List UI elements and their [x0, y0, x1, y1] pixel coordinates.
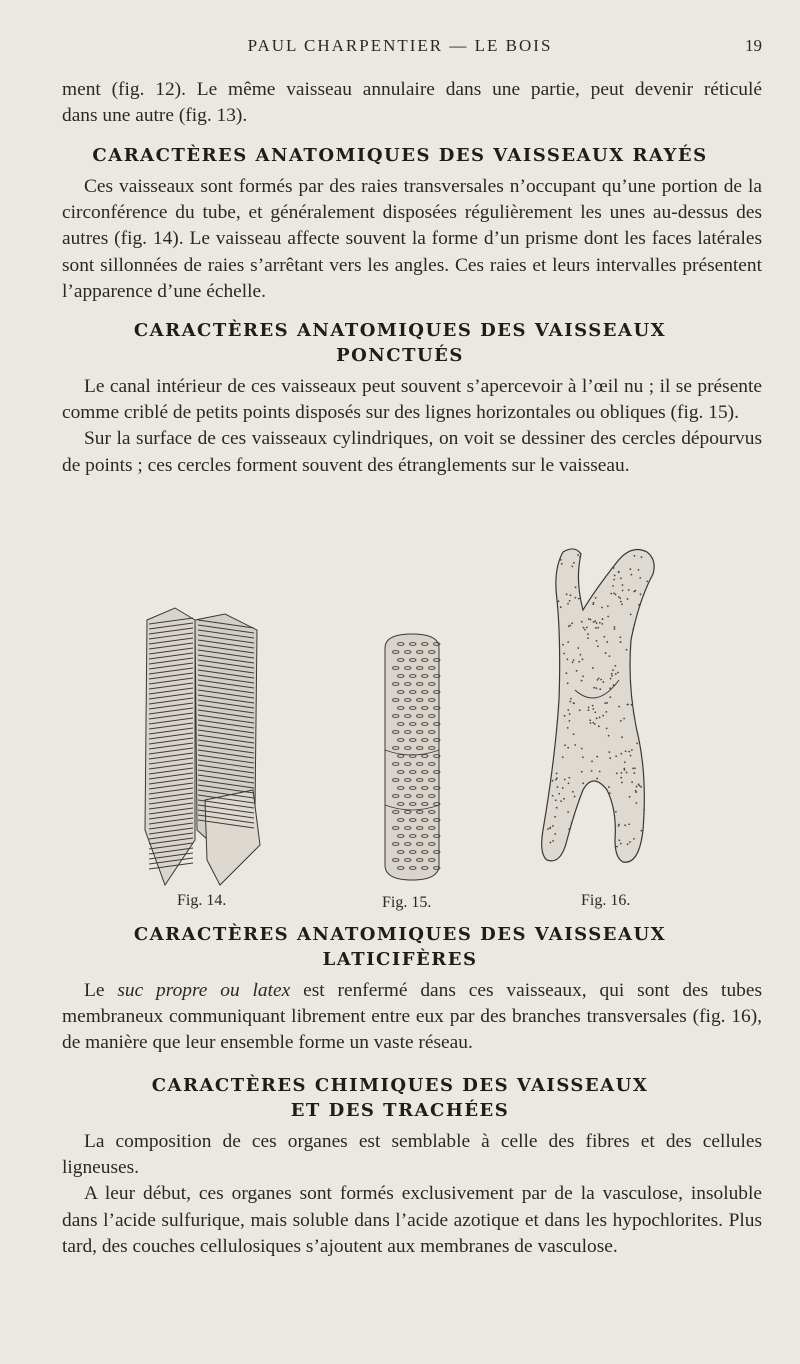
- section-body-ponctues: [62, 374, 762, 479]
- paragraph: [62, 978, 762, 1057]
- figure-15-label: Fig. 15.: [382, 894, 432, 911]
- section-body-rayes: [62, 174, 762, 305]
- para-rest: est renfermé dans ces vaisseaux, qui sont des tubes membraneux communiquant librement entre eux par des branches transversales (fig. 16), de manière que leur ensemble forme un vaste réseau.: [62, 980, 762, 1054]
- page-number: 19: [745, 36, 762, 55]
- intro-line-1: ment (fig. 12). Le même vaisseau annulaire dans une partie, peut devenir réticulé: [62, 79, 762, 100]
- intro-text: [62, 77, 762, 129]
- para-prefix: Le: [84, 980, 118, 1001]
- section-body-laticiferes: [62, 978, 762, 1057]
- figure-15-pitted-vessel: [375, 630, 450, 885]
- heading-line: LATICIFÈRES: [322, 949, 478, 970]
- heading-line: CARACTÈRES ANATOMIQUES DES VAISSEAUX RAYÉS: [92, 145, 708, 166]
- heading-line: PONCTUÉS: [336, 345, 464, 366]
- section-heading-ponctues: [40, 318, 760, 368]
- heading-line: CARACTÈRES CHIMIQUES DES VAISSEAUX: [151, 1075, 649, 1096]
- figure-16-laticiferous-vessels: [535, 540, 675, 875]
- heading-line: CARACTÈRES ANATOMIQUES DES VAISSEAUX: [133, 924, 667, 945]
- heading-line: ET DES TRACHÉES: [290, 1100, 510, 1121]
- intro-line-2: dans une autre (fig. 13).: [62, 105, 248, 127]
- paragraph: Sur la surface de ces vaisseaux cylindriques, on voit se dessiner des cercles dépourvus de points ; ces cercles forment souvent des étranglements sur le vaisseau.: [62, 428, 762, 476]
- figure-14-label: Fig. 14.: [177, 892, 227, 909]
- section-heading-laticiferes: [40, 922, 760, 972]
- paragraph: La composition de ces organes est semblable à celle des fibres et des cellules ligneuses.: [62, 1131, 762, 1179]
- paragraph: A leur début, ces organes sont formés exclusivement par de la vasculose, insoluble dans l’acide sulfurique, mais soluble dans l’acide azotique et dans les hypochlorites. Plus tard, des couches cellulosiques s’ajoutent aux membranes de vasculose.: [62, 1183, 762, 1257]
- figure-16-label: Fig. 16.: [581, 892, 631, 909]
- section-heading-chimiques: [40, 1073, 760, 1123]
- heading-line: CARACTÈRES ANATOMIQUES DES VAISSEAUX: [133, 320, 667, 341]
- running-head: [0, 36, 800, 62]
- latex-term: suc propre ou latex: [117, 980, 291, 1001]
- running-title: PAUL CHARPENTIER — LE BOIS: [247, 36, 553, 55]
- section-body-chimiques: [62, 1129, 762, 1260]
- paragraph: Le canal intérieur de ces vaisseaux peut souvent s’apercevoir à l’œil nu ; il se présente comme criblé de petits points disposés sur des lignes horizontales ou obliques (fig. 15).: [62, 376, 762, 424]
- paragraph: Ces vaisseaux sont formés par des raies transversales n’occupant qu’une portion de la circonférence du tube, et généralement disposées régulièrement les unes au-dessus des autres (fig. 14). Le vaisseau affecte souvent la forme d’un prisme dont les faces latérales sont sillonnées de raies s’arrêtant vers les angles. Ces raies et leurs intervalles présentent l’apparence d’une échelle.: [62, 176, 762, 302]
- section-heading-rayes: [40, 143, 760, 168]
- figure-14-scalariform-vessel: [135, 600, 275, 890]
